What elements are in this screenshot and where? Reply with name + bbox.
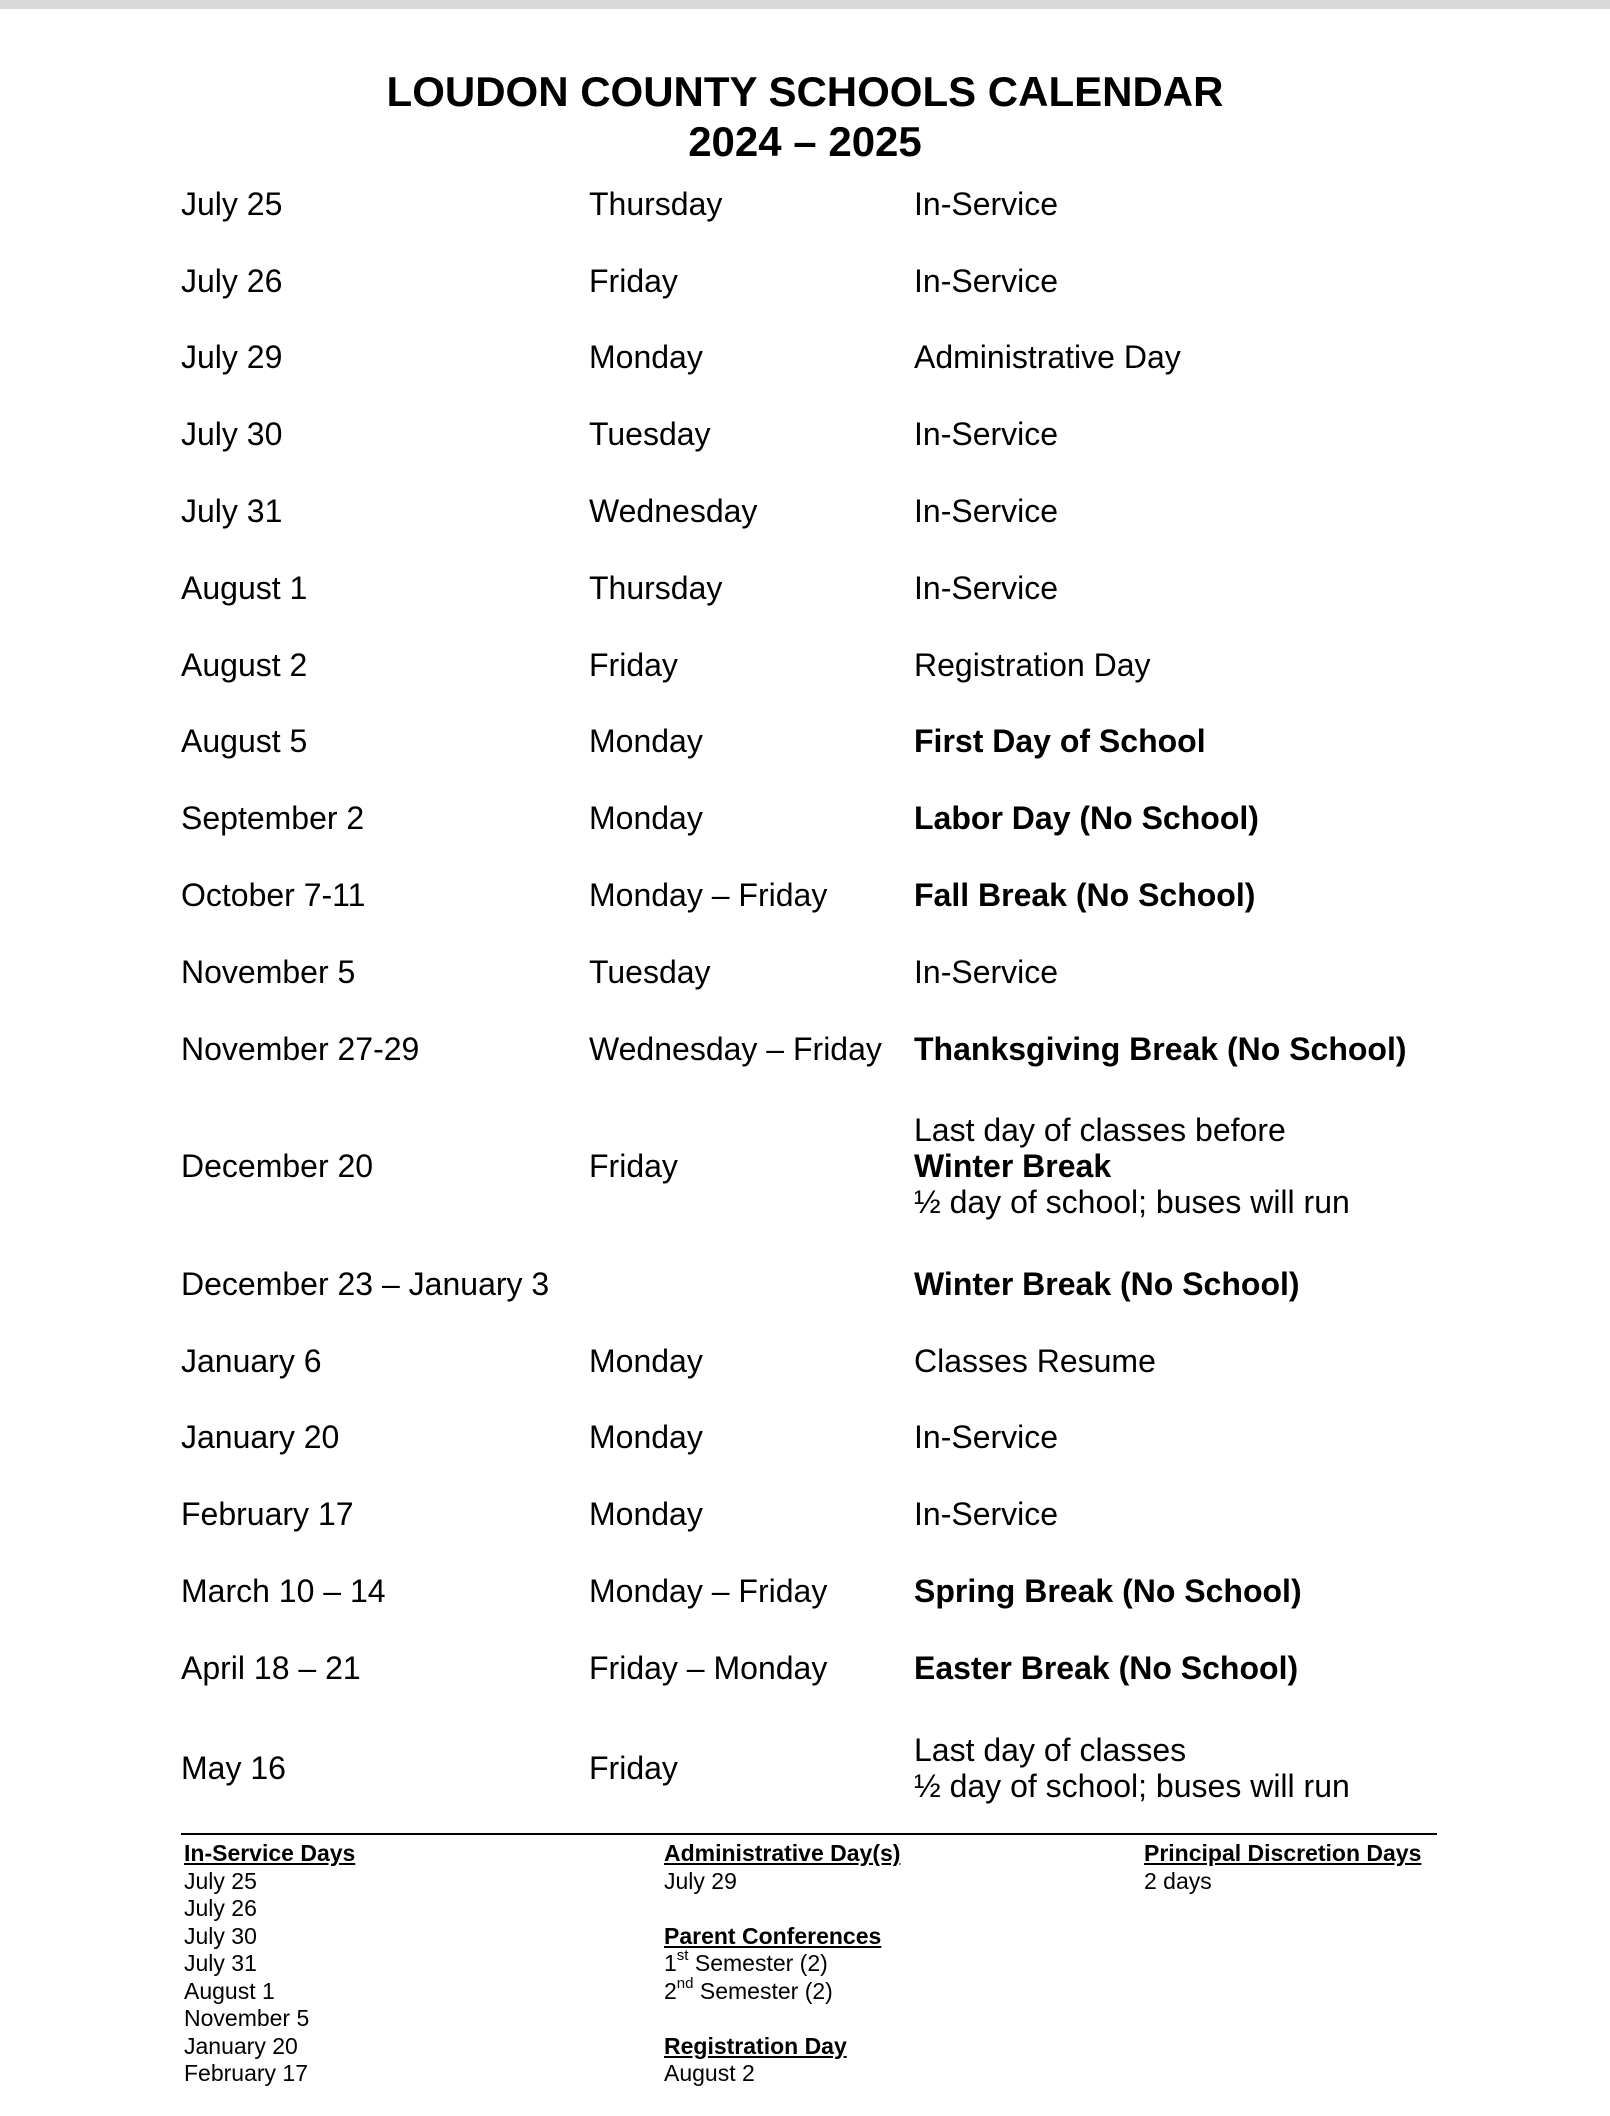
row-date: December 23 – January 3 <box>181 1266 550 1302</box>
row-date: March 10 – 14 <box>181 1573 386 1609</box>
row-date: January 6 <box>181 1343 322 1379</box>
row-day: Friday <box>589 1750 678 1786</box>
row-day: Monday <box>589 1496 703 1532</box>
inservice-day: November 5 <box>184 2005 310 2031</box>
row-date: May 16 <box>181 1750 286 1786</box>
row-event: Registration Day <box>914 647 1151 683</box>
row-day: Wednesday – Friday <box>589 1031 882 1067</box>
row-date: July 30 <box>181 416 283 452</box>
conference-first-semester: 1st Semester (2) <box>664 1947 828 1976</box>
row-event: Labor Day (No School) <box>914 800 1259 836</box>
registration-day: August 2 <box>664 2060 755 2086</box>
row-date: January 20 <box>181 1419 340 1455</box>
row-event-line: Winter Break <box>914 1148 1112 1184</box>
row-event: In-Service <box>914 570 1059 606</box>
row-event: In-Service <box>914 263 1059 299</box>
row-event: Spring Break (No School) <box>914 1573 1302 1609</box>
row-day: Thursday <box>589 570 723 606</box>
row-day: Tuesday <box>589 416 711 452</box>
row-date: October 7-11 <box>181 877 366 913</box>
top-border <box>0 0 1610 9</box>
row-event: Thanksgiving Break (No School) <box>914 1031 1407 1067</box>
row-date: August 5 <box>181 723 308 759</box>
row-day: Monday – Friday <box>589 877 828 913</box>
row-event: Administrative Day <box>914 339 1181 375</box>
principal-discretion-days: 2 days <box>1144 1867 1212 1894</box>
row-day: Friday <box>589 647 678 683</box>
row-event: In-Service <box>914 416 1059 452</box>
row-day: Friday <box>589 263 678 299</box>
row-event: In-Service <box>914 954 1059 990</box>
row-day: Monday <box>589 1343 703 1379</box>
row-day: Monday – Friday <box>589 1573 828 1609</box>
row-day: Monday <box>589 723 703 759</box>
row-event-line: ½ day of school; buses will run <box>914 1184 1350 1220</box>
row-day: Friday – Monday <box>589 1650 828 1686</box>
row-date: November 27-29 <box>181 1031 420 1067</box>
row-event-line: Last day of classes before <box>914 1112 1286 1148</box>
row-date: August 1 <box>181 570 308 606</box>
inservice-day: July 30 <box>184 1922 257 1949</box>
registration-day-header: Registration Day <box>664 2032 847 2059</box>
row-event: Fall Break (No School) <box>914 877 1256 913</box>
row-event: In-Service <box>914 186 1059 222</box>
page-subtitle-year: 2024 – 2025 <box>688 118 922 165</box>
row-date: February 17 <box>181 1496 354 1532</box>
row-day: Thursday <box>589 186 723 222</box>
row-day: Wednesday <box>589 493 758 529</box>
principal-discretion-header: Principal Discretion Days <box>1144 1840 1422 1866</box>
row-date: September 2 <box>181 800 365 836</box>
row-event: Winter Break (No School) <box>914 1266 1300 1302</box>
row-event-line: ½ day of school; buses will run <box>914 1768 1350 1804</box>
row-date: December 20 <box>181 1148 374 1184</box>
admin-days-header: Administrative Day(s) <box>664 1840 901 1866</box>
inservice-day: July 31 <box>184 1950 257 1976</box>
page-title: LOUDON COUNTY SCHOOLS CALENDAR <box>386 68 1224 115</box>
row-date: April 18 – 21 <box>181 1650 361 1686</box>
row-event-line: Last day of classes <box>914 1732 1187 1768</box>
inservice-day: July 25 <box>184 1867 257 1894</box>
row-event: First Day of School <box>914 723 1206 759</box>
footer-divider <box>181 1833 1437 1835</box>
row-day: Monday <box>589 339 703 375</box>
row-event: Easter Break (No School) <box>914 1650 1299 1686</box>
row-date: July 29 <box>181 339 283 375</box>
row-date: July 31 <box>181 493 283 529</box>
row-date: July 25 <box>181 186 283 222</box>
inservice-days-header: In-Service Days <box>184 1840 356 1866</box>
admin-day: July 29 <box>664 1867 737 1894</box>
row-date: July 26 <box>181 263 283 299</box>
inservice-days-section <box>184 1840 355 2088</box>
admin-conferences-section <box>664 1840 900 2088</box>
row-event: In-Service <box>914 1419 1059 1455</box>
inservice-day: August 1 <box>184 1977 275 2004</box>
inservice-day: February 17 <box>184 2060 309 2086</box>
row-event: In-Service <box>914 493 1059 529</box>
row-event: Classes Resume <box>914 1343 1156 1379</box>
parent-conferences-header: Parent Conferences <box>664 1922 882 1949</box>
inservice-day: July 26 <box>184 1895 257 1921</box>
inservice-day: January 20 <box>184 2032 298 2059</box>
row-day: Monday <box>589 800 703 836</box>
row-day: Friday <box>589 1148 678 1184</box>
conference-second-semester: 2nd Semester (2) <box>664 1974 833 2004</box>
row-day: Monday <box>589 1419 703 1455</box>
principal-discretion-section <box>1144 1840 1421 1895</box>
row-date: November 5 <box>181 954 356 990</box>
row-date: August 2 <box>181 647 308 683</box>
row-day: Tuesday <box>589 954 711 990</box>
row-event: In-Service <box>914 1496 1059 1532</box>
